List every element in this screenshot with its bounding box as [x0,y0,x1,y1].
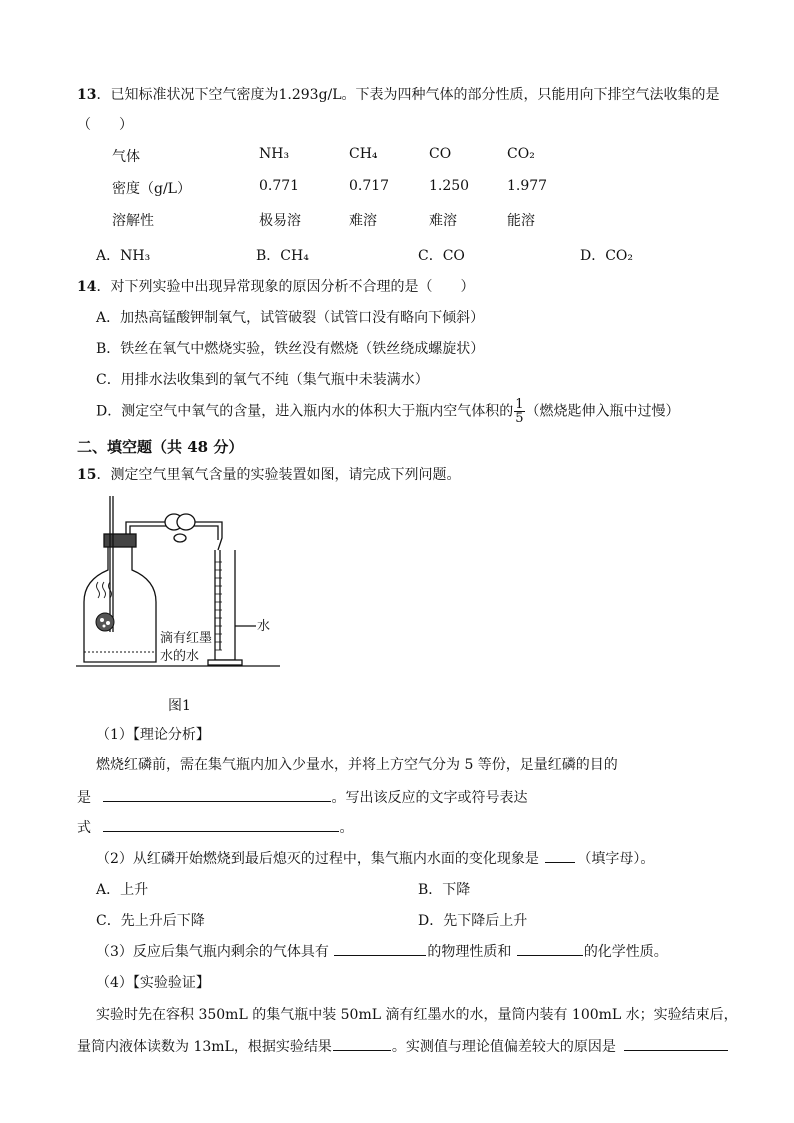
table-cell: 溶解性 [112,213,154,229]
q15-part1-line2: 是 。写出该反应的文字或符号表达 [77,787,527,807]
table-cell: 密度（g/L） [112,181,191,197]
answer-blank-chemical[interactable] [517,941,583,956]
q15-part4-line2: 量筒内液体读数为 13mL，根据实验结果 。实测值与理论值偏差较大的原因是 [77,1036,728,1056]
q15-part1-title: （1）【理论分析】 [96,727,210,743]
label-red-ink-water-2: 水的水 [160,649,200,664]
table-cell: CH₄ [349,146,378,162]
q14-option-c[interactable]: C．用排水法收集到的氧气不纯（集气瓶中未装满水） [96,372,429,388]
table-cell: 极易溶 [259,213,301,229]
q13-table [112,146,577,242]
q15-part2-option-c[interactable]: C．先上升后下降 [96,913,205,929]
q15-part2-option-d[interactable]: D．先下降后上升 [418,913,528,929]
label-water: 水 [257,619,271,634]
table-cell: 0.717 [349,178,390,194]
table-cell: 0.771 [259,178,300,194]
table-cell: CO₂ [507,146,535,162]
q15-part3: （3）反应后集气瓶内剩余的气体具有 的物理性质和 的化学性质。 [96,941,668,961]
answer-blank-physical[interactable] [334,941,426,956]
table-cell: 1.250 [429,178,470,194]
gas-bottle [84,546,156,662]
red-phosphorus [96,613,114,631]
section-title: 二、填空题（共 48 分） [77,438,244,456]
answer-blank-result[interactable] [333,1036,391,1051]
answer-blank-purpose[interactable] [103,787,331,802]
table-row [112,210,577,242]
q14-option-d[interactable]: D．测定空气中氧气的含量，进入瓶内水的体积大于瓶内空气体积的 $\frac{1}{5}$ （燃烧匙伸入瓶中过慢） [96,397,680,426]
q15-number: 15 [77,467,97,483]
q13-option-a[interactable]: A．NH₃ [96,248,151,264]
table-cell: 能溶 [507,213,535,229]
table-cell: CO [429,146,452,162]
q15-part2: （2）从红磷开始燃烧到最后熄灭的过程中，集气瓶内水面的变化现象是 （填字母）。 [96,848,654,868]
table-cell: 难溶 [429,213,457,229]
q15-part1-line3: 式 。 [77,817,353,837]
q13-table-grid [112,146,577,242]
q13-number: 13 [77,87,97,103]
label-red-ink-water-1: 滴有红墨 [160,631,213,646]
graduated-cylinder [215,550,235,660]
q15-part2-option-b[interactable]: B．下降 [418,882,471,898]
q14-option-a[interactable]: A．加热高锰酸钾制氧气，试管破裂（试管口没有略向下倾斜） [96,310,485,326]
q15-part2-option-a[interactable]: A．上升 [96,882,149,898]
apparatus-figure [70,492,290,692]
table-row [112,146,577,178]
q14-number: 14 [77,279,97,295]
q13-option-b[interactable]: B．CH₄ [256,248,309,264]
q15-part4-line1: 实验时先在容积 350mL 的集气瓶中装 50mL 滴有红墨水的水，量筒内装有 100mL 水；实验结束后， [96,1007,738,1023]
q13-stem: 13．已知标准状况下空气密度为1.293g/L。下表为四种气体的部分性质，只能用向下排空气法收集的是 [77,87,720,103]
fraction-one-fifth: $\frac{1}{5}$ [515,397,524,426]
q13-option-d[interactable]: D．CO₂ [580,248,634,264]
table-cell: 1.977 [507,178,548,194]
figure-caption: 图1 [168,698,191,714]
q13-paren: （ ） [77,117,133,133]
table-cell: 难溶 [349,213,377,229]
table-cell: NH₃ [259,146,290,162]
q15-stem: 15．测定空气里氧气含量的实验装置如图，请完成下列问题。 [77,467,461,483]
table-cell: 气体 [112,149,140,165]
q13-option-c[interactable]: C．CO [418,248,465,264]
answer-blank-part2[interactable] [545,848,575,863]
q14-stem: 14．对下列实验中出现异常现象的原因分析不合理的是（ ） [77,279,475,295]
q15-part4-title: （4）【实验验证】 [96,975,210,991]
table-row [112,178,577,210]
answer-blank-equation[interactable] [103,817,339,832]
q14-option-b[interactable]: B．铁丝在氧气中燃烧实验，铁丝没有燃烧（铁丝绕成螺旋状） [96,341,485,357]
rubber-stopper [104,534,136,547]
answer-blank-reason[interactable] [624,1036,728,1051]
q15-part1-text: 燃烧红磷前，需在集气瓶内加入少量水，并将上方空气分为 5 等份，足量红磷的目的 [96,757,618,773]
